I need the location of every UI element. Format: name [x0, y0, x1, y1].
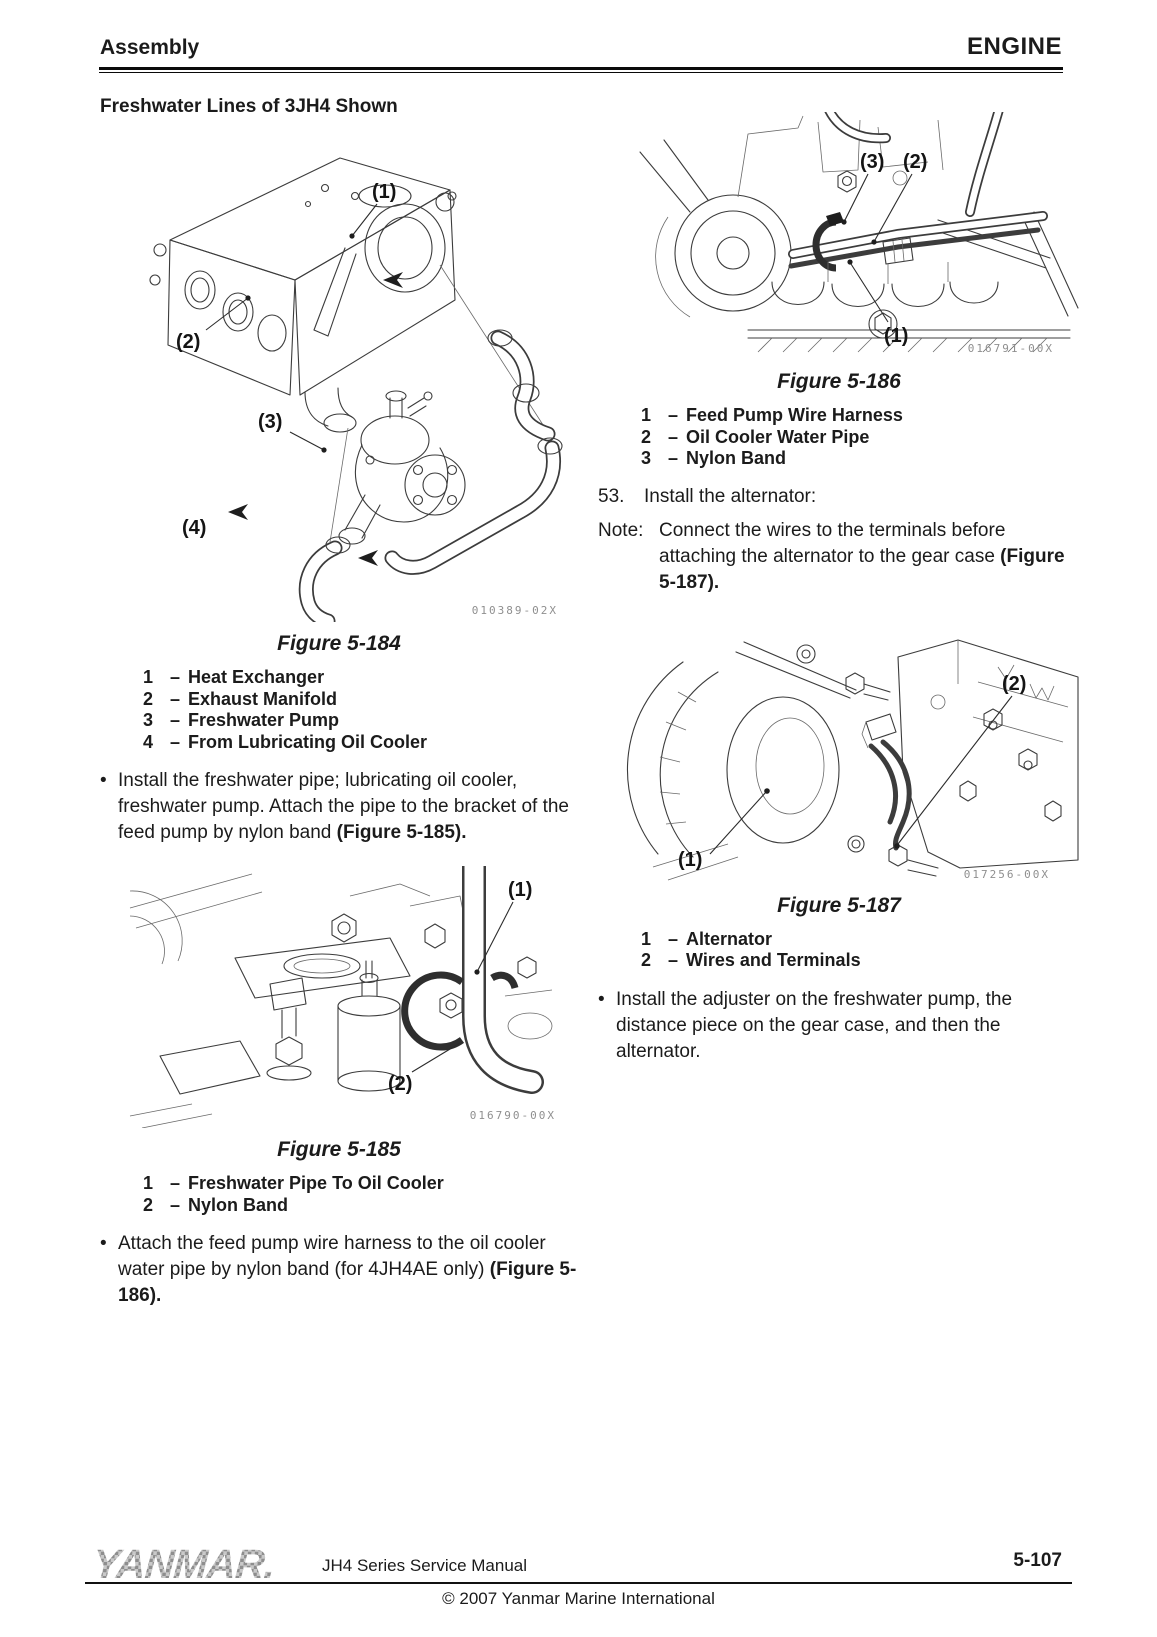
legend-label: Nylon Band [686, 448, 787, 468]
legend-dash: – [170, 710, 181, 730]
legend-label: Freshwater Pipe To Oil Cooler [188, 1173, 444, 1193]
legend-label: Nylon Band [188, 1194, 289, 1215]
legend-num: 2 [143, 688, 154, 709]
figure-legend [100, 1173, 578, 1216]
instruction-bullet [598, 987, 1080, 1065]
legend-item [100, 1173, 578, 1195]
instruction-bullet [100, 1231, 578, 1309]
legend-label: Oil Cooler Water Pipe [686, 426, 870, 447]
figure-legend [598, 405, 1080, 470]
figure-code: 010389-02X [471, 604, 558, 617]
legend-item [100, 667, 578, 689]
legend-num: 3 [641, 448, 652, 468]
footer-rule [85, 1582, 1072, 1584]
page-title: Freshwater Lines of 3JH4 Shown [100, 96, 398, 117]
bullet-marker: • [100, 770, 107, 791]
legend-item [598, 950, 1080, 972]
legend-label: Feed Pump Wire Harness [686, 405, 903, 425]
instruction-text [118, 768, 578, 846]
legend-num: 1 [641, 405, 652, 425]
figure-legend [100, 667, 578, 753]
instruction-text [118, 1231, 578, 1309]
callout-1: (1) [884, 325, 909, 347]
figure-caption: Figure 5-184 [277, 632, 401, 655]
callout-2: (2) [388, 1073, 413, 1095]
bullet-marker: • [100, 1233, 107, 1254]
callout-1: (1) [372, 181, 397, 203]
legend-label: Heat Exchanger [188, 667, 325, 687]
step-item [598, 484, 1080, 510]
legend-label: From Lubricating Oil Cooler [188, 731, 428, 752]
callout-3: (3) [860, 151, 885, 173]
legend-num: 1 [143, 1173, 154, 1193]
legend-item [100, 710, 578, 732]
legend-dash: – [170, 667, 181, 687]
legend-dash: – [170, 1173, 181, 1193]
callout-1: (1) [678, 848, 703, 871]
legend-label: Freshwater Pump [188, 710, 340, 730]
legend-dash: – [668, 405, 679, 425]
legend-num: 3 [143, 710, 154, 730]
legend-dash: – [668, 928, 679, 949]
instruction-bullet [100, 768, 578, 846]
callout-2: (2) [903, 151, 928, 173]
legend-num: 4 [143, 731, 154, 752]
legend-num: 2 [641, 950, 652, 970]
note-text-body: Connect the wires to the terminals before attaching the alternator to the gear case [659, 519, 1006, 567]
legend-item [100, 689, 578, 711]
legend-item [598, 448, 1080, 470]
right-column [598, 112, 1080, 1065]
legend-label: Exhaust Manifold [188, 688, 338, 709]
step-text: Install the alternator: [644, 485, 817, 507]
legend-label: Wires and Terminals [686, 950, 861, 970]
figure-caption: Figure 5-187 [777, 893, 901, 917]
figure-5-184-illustration [100, 130, 578, 622]
yanmar-logo: YANMAR. [91, 1541, 276, 1587]
legend-item [100, 1195, 578, 1217]
footer-page-number: 5-107 [1013, 1550, 1062, 1571]
callout-1: (1) [508, 879, 533, 901]
bullet-marker: • [598, 988, 605, 1010]
legend-dash: – [668, 426, 679, 447]
legend-dash: – [170, 731, 181, 752]
legend-label: Alternator [686, 928, 773, 949]
figure-code: 016790-00X [469, 1109, 556, 1122]
note-block [598, 518, 1080, 596]
legend-num: 1 [143, 667, 154, 687]
figure-code: 017256-00X [963, 867, 1050, 881]
figure-caption: Figure 5-185 [277, 1138, 401, 1161]
figure-legend [598, 929, 1080, 972]
legend-num: 2 [143, 1194, 154, 1215]
footer-manual-title: JH4 Series Service Manual [322, 1556, 528, 1575]
legend-dash: – [170, 1194, 181, 1215]
callout-2: (2) [1002, 672, 1027, 695]
legend-dash: – [668, 950, 679, 970]
legend-item [598, 405, 1080, 427]
legend-dash: – [170, 688, 181, 709]
callout-4: (4) [182, 517, 207, 539]
footer-copyright: © 2007 Yanmar Marine International [442, 1589, 715, 1608]
note-text [659, 518, 1080, 596]
legend-dash: – [668, 448, 679, 468]
legend-num: 1 [641, 928, 652, 949]
callout-3: (3) [258, 411, 283, 433]
header-chapter-label: ENGINE [966, 33, 1062, 60]
figure-5-187-illustration [598, 622, 1080, 884]
figure-caption: Figure 5-186 [777, 370, 901, 393]
figure-5-186-illustration [598, 112, 1080, 360]
legend-item [100, 732, 578, 754]
legend-item [598, 427, 1080, 449]
figure-reference: (Figure 5-186). [118, 1259, 577, 1306]
legend-item [598, 929, 1080, 951]
figure-reference: (Figure 5-185). [336, 822, 467, 843]
instruction-text-body: Install the adjuster on the freshwater pump, the distance piece on the gear case, and then the alternator. [616, 988, 1013, 1062]
left-column [100, 130, 578, 1309]
header-section-label: Assembly [100, 36, 200, 59]
instruction-text-body: Install the freshwater pipe; lubricating oil cooler, freshwater pump. Attach the pipe to the bracket of the feed pump by nylon band [118, 770, 569, 843]
note-label: Note: [598, 519, 644, 541]
figure-5-185-illustration [100, 866, 578, 1128]
callout-2: (2) [176, 331, 201, 353]
instruction-text [616, 987, 1080, 1065]
step-number: 53. [598, 485, 625, 507]
figure-reference: (Figure 5-187). [659, 545, 1065, 593]
instruction-text-body: Attach the feed pump wire harness to the oil cooler water pipe by nylon band (for 4JH4AE only) [118, 1233, 546, 1280]
header-rule [99, 67, 1063, 73]
legend-num: 2 [641, 426, 652, 447]
figure-code: 016791-00X [967, 342, 1054, 355]
